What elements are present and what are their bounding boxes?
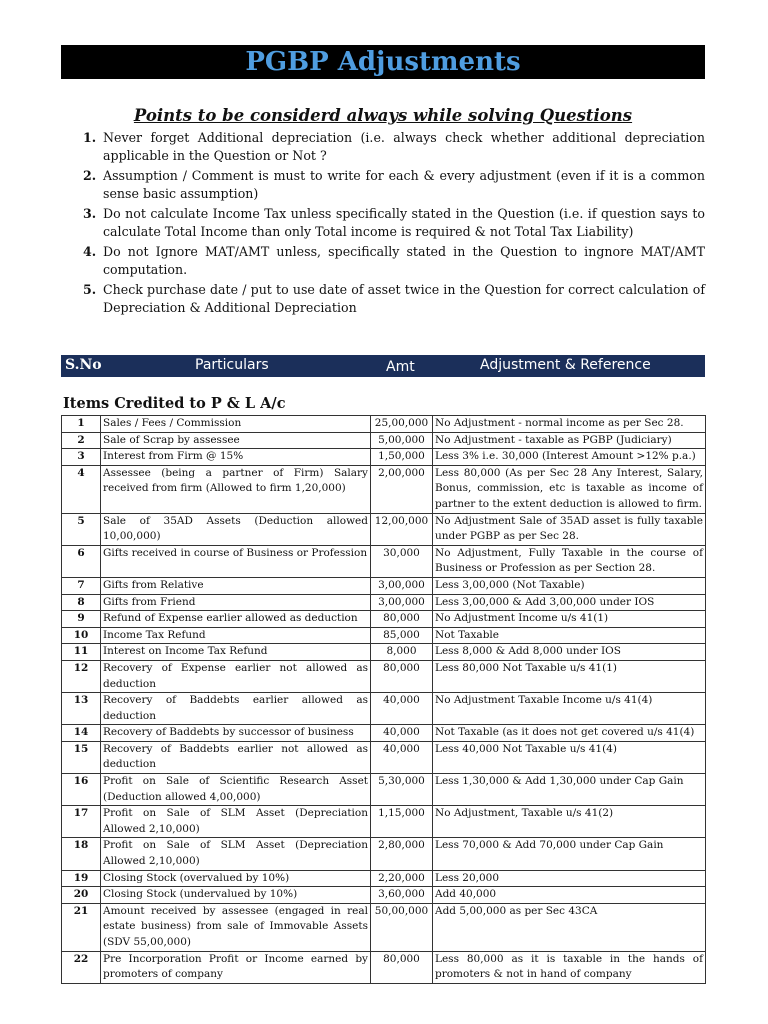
row-number: 17 (62, 806, 101, 838)
table-row (62, 465, 706, 513)
point-item (80, 281, 705, 317)
row-number: 19 (62, 870, 101, 887)
row-particulars: Sales / Fees / Commission (101, 416, 371, 433)
row-adjustment: Not Taxable (433, 627, 706, 644)
row-amount: 2,00,000 (371, 465, 433, 513)
table-row (62, 416, 706, 433)
table-row (62, 432, 706, 449)
table-row (62, 644, 706, 661)
table-row (62, 449, 706, 466)
row-particulars: Profit on Sale of SLM Asset (Depreciation Allowed 2,10,000) (101, 806, 371, 838)
row-amount: 80,000 (371, 660, 433, 692)
row-particulars: Gifts received in course of Business or Profession (101, 545, 371, 577)
section-heading: Items Credited to P & L A/c (63, 395, 286, 412)
row-number: 12 (62, 660, 101, 692)
row-adjustment: No Adjustment Sale of 35AD asset is fully taxable under PGBP as per Sec 28. (433, 513, 706, 545)
row-number: 11 (62, 644, 101, 661)
row-amount: 40,000 (371, 725, 433, 742)
point-number: 1. (83, 130, 97, 145)
header-particulars: Particulars (195, 357, 269, 373)
point-item (80, 129, 705, 165)
row-particulars: Income Tax Refund (101, 627, 371, 644)
row-particulars: Closing Stock (overvalued by 10%) (101, 870, 371, 887)
row-number: 21 (62, 903, 101, 951)
row-amount: 1,15,000 (371, 806, 433, 838)
row-amount: 1,50,000 (371, 449, 433, 466)
point-number: 5. (83, 282, 97, 297)
row-amount: 40,000 (371, 693, 433, 725)
table-row (62, 870, 706, 887)
header-sno: S.No (65, 357, 102, 373)
row-adjustment: Less 80,000 Not Taxable u/s 41(1) (433, 660, 706, 692)
row-number: 5 (62, 513, 101, 545)
row-number: 20 (62, 887, 101, 904)
row-number: 2 (62, 432, 101, 449)
table-row (62, 577, 706, 594)
table-row (62, 627, 706, 644)
point-text: Do not Ignore MAT/AMT unless, specifically stated in the Question to ingnore MAT/AMT computation. (103, 244, 705, 277)
row-number: 15 (62, 741, 101, 773)
row-adjustment: Less 8,000 & Add 8,000 under IOS (433, 644, 706, 661)
point-item (80, 167, 705, 203)
row-adjustment: Not Taxable (as it does not get covered u/s 41(4) (433, 725, 706, 742)
row-number: 13 (62, 693, 101, 725)
page-title: PGBP Adjustments (61, 45, 705, 79)
table-row (62, 806, 706, 838)
row-number: 18 (62, 838, 101, 870)
table-header-bar (61, 355, 705, 377)
row-adjustment: Add 5,00,000 as per Sec 43CA (433, 903, 706, 951)
row-number: 8 (62, 594, 101, 611)
row-number: 22 (62, 951, 101, 983)
table-row (62, 774, 706, 806)
row-adjustment: No Adjustment, Taxable u/s 41(2) (433, 806, 706, 838)
row-particulars: Recovery of Baddebts earlier allowed as deduction (101, 693, 371, 725)
row-amount: 8,000 (371, 644, 433, 661)
point-number: 2. (83, 168, 97, 183)
row-amount: 40,000 (371, 741, 433, 773)
table-row (62, 951, 706, 983)
row-particulars: Sale of Scrap by assessee (101, 432, 371, 449)
table-row (62, 611, 706, 628)
table-row (62, 838, 706, 870)
point-text: Never forget Additional depreciation (i.e. always check whether additional depreciation applicable in the Question or Not ? (103, 130, 705, 163)
row-adjustment: Less 3% i.e. 30,000 (Interest Amount >12% p.a.) (433, 449, 706, 466)
row-adjustment: No Adjustment - taxable as PGBP (Judiciary) (433, 432, 706, 449)
row-particulars: Recovery of Expense earlier not allowed as deduction (101, 660, 371, 692)
row-particulars: Profit on Sale of Scientific Research Asset (Deduction allowed 4,00,000) (101, 774, 371, 806)
row-particulars: Closing Stock (undervalued by 10%) (101, 887, 371, 904)
row-particulars: Recovery of Baddebts by successor of business (101, 725, 371, 742)
row-amount: 50,00,000 (371, 903, 433, 951)
row-number: 14 (62, 725, 101, 742)
row-particulars: Recovery of Baddebts earlier not allowed as deduction (101, 741, 371, 773)
row-adjustment: Less 70,000 & Add 70,000 under Cap Gain (433, 838, 706, 870)
row-particulars: Sale of 35AD Assets (Deduction allowed 10,00,000) (101, 513, 371, 545)
row-number: 1 (62, 416, 101, 433)
row-amount: 3,00,000 (371, 594, 433, 611)
table-row (62, 513, 706, 545)
row-amount: 80,000 (371, 611, 433, 628)
row-adjustment: No Adjustment Income u/s 41(1) (433, 611, 706, 628)
row-number: 4 (62, 465, 101, 513)
row-particulars: Assessee (being a partner of Firm) Salary received from firm (Allowed to firm 1,20,000) (101, 465, 371, 513)
table-row (62, 660, 706, 692)
point-text: Assumption / Comment is must to write for each & every adjustment (even if it is a common sense basic assumption) (103, 168, 705, 201)
point-text: Do not calculate Income Tax unless specifically stated in the Question (i.e. if question says to calculate Total Income than only Total income is required & not Total Tax Liability) (103, 206, 705, 239)
point-item (80, 205, 705, 241)
row-number: 9 (62, 611, 101, 628)
row-adjustment: No Adjustment, Fully Taxable in the course of Business or Profession as per Section 28. (433, 545, 706, 577)
point-number: 3. (83, 206, 97, 221)
row-adjustment: Less 3,00,000 (Not Taxable) (433, 577, 706, 594)
row-amount: 3,60,000 (371, 887, 433, 904)
row-amount: 2,80,000 (371, 838, 433, 870)
row-adjustment: Less 1,30,000 & Add 1,30,000 under Cap Gain (433, 774, 706, 806)
row-adjustment: Less 80,000 (As per Sec 28 Any Interest, Salary, Bonus, commission, etc is taxable as income of partner to the extent deduction is allowed to firm. (433, 465, 706, 513)
table-row (62, 741, 706, 773)
row-amount: 80,000 (371, 951, 433, 983)
row-amount: 5,30,000 (371, 774, 433, 806)
row-particulars: Gifts from Friend (101, 594, 371, 611)
row-adjustment: No Adjustment Taxable Income u/s 41(4) (433, 693, 706, 725)
row-number: 3 (62, 449, 101, 466)
table-row (62, 903, 706, 951)
row-adjustment: Less 40,000 Not Taxable u/s 41(4) (433, 741, 706, 773)
table-row (62, 545, 706, 577)
table-row (62, 693, 706, 725)
row-amount: 25,00,000 (371, 416, 433, 433)
header-amt: Amt (386, 359, 415, 375)
table-row (62, 887, 706, 904)
point-text: Check purchase date / put to use date of asset twice in the Question for correct calculation of Depreciation & Additional Depreciation (103, 282, 705, 315)
row-amount: 5,00,000 (371, 432, 433, 449)
row-adjustment: Less 20,000 (433, 870, 706, 887)
row-particulars: Refund of Expense earlier allowed as deduction (101, 611, 371, 628)
table-row (62, 725, 706, 742)
row-particulars: Profit on Sale of SLM Asset (Depreciation Allowed 2,10,000) (101, 838, 371, 870)
row-adjustment: Less 3,00,000 & Add 3,00,000 under IOS (433, 594, 706, 611)
row-particulars: Gifts from Relative (101, 577, 371, 594)
adjustments-table (61, 415, 706, 984)
row-number: 16 (62, 774, 101, 806)
row-number: 7 (62, 577, 101, 594)
table-row (62, 594, 706, 611)
point-number: 4. (83, 244, 97, 259)
row-particulars: Pre Incorporation Profit or Income earned by promoters of company (101, 951, 371, 983)
row-amount: 12,00,000 (371, 513, 433, 545)
row-particulars: Interest from Firm @ 15% (101, 449, 371, 466)
header-adjustment: Adjustment & Reference (480, 357, 651, 373)
point-item (80, 243, 705, 279)
row-adjustment: Add 40,000 (433, 887, 706, 904)
row-particulars: Amount received by assessee (engaged in real estate business) from sale of Immovable Assets (SDV 55,00,000) (101, 903, 371, 951)
row-amount: 30,000 (371, 545, 433, 577)
row-adjustment: Less 80,000 as it is taxable in the hands of promoters & not in hand of company (433, 951, 706, 983)
row-amount: 85,000 (371, 627, 433, 644)
row-number: 10 (62, 627, 101, 644)
row-amount: 3,00,000 (371, 577, 433, 594)
row-adjustment: No Adjustment - normal income as per Sec 28. (433, 416, 706, 433)
row-number: 6 (62, 545, 101, 577)
row-amount: 2,20,000 (371, 870, 433, 887)
points-subtitle: Points to be considerd always while solving Questions (133, 106, 633, 125)
row-particulars: Interest on Income Tax Refund (101, 644, 371, 661)
points-list (80, 129, 705, 319)
